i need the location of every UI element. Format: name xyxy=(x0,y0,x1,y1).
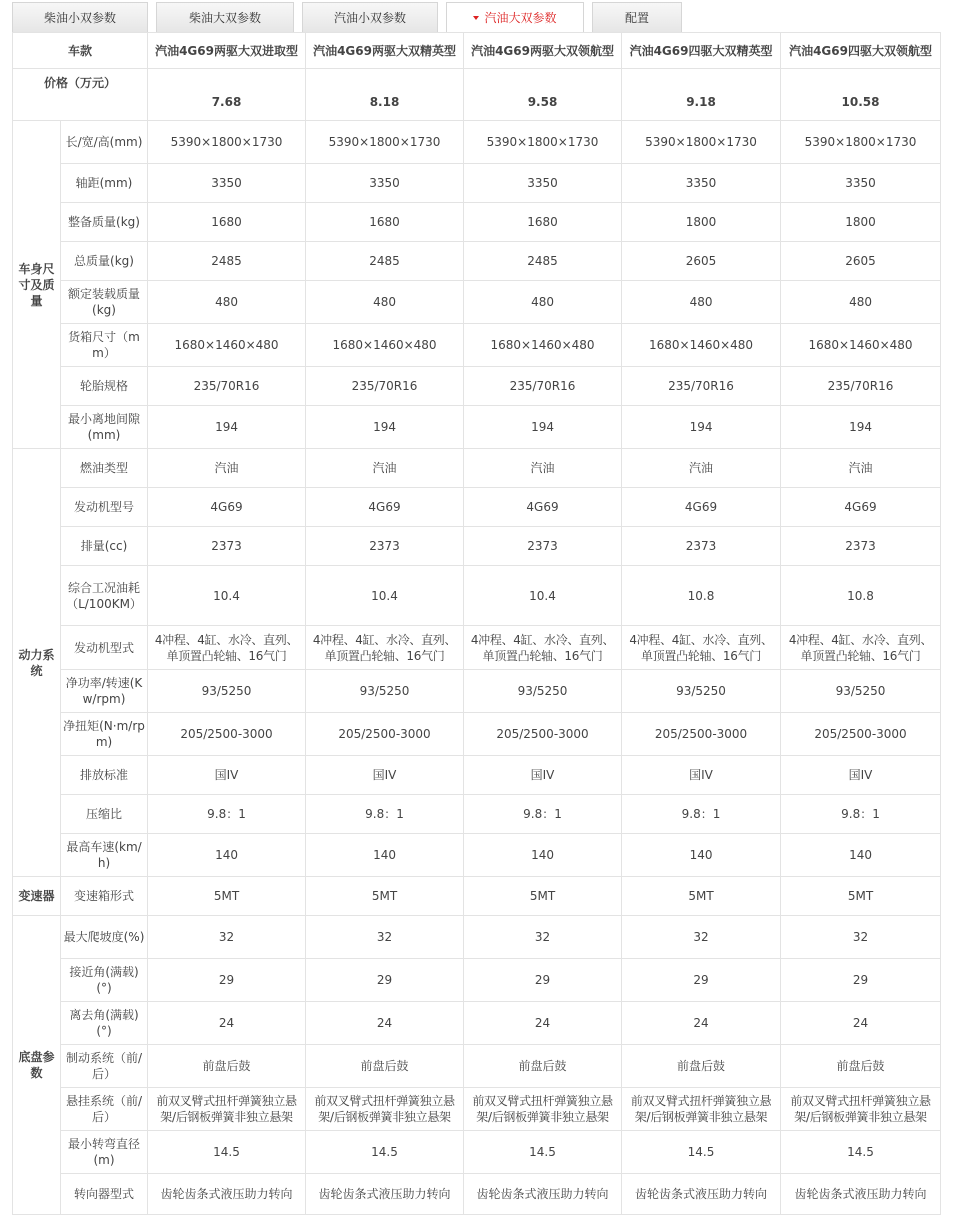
spec-value: 32 xyxy=(148,916,306,959)
spec-label: 总质量(kg) xyxy=(61,242,148,281)
spec-value: 24 xyxy=(464,1002,622,1045)
spec-value: 140 xyxy=(622,834,781,877)
spec-table xyxy=(12,32,941,1215)
spec-value: 5MT xyxy=(622,877,781,916)
tab-diesel-large-cab[interactable] xyxy=(156,2,294,32)
spec-label: 货箱尺寸（mm） xyxy=(61,324,148,367)
price-label: 价格（万元） xyxy=(13,69,148,121)
spec-value: 10.4 xyxy=(148,566,306,626)
spec-value: 前盘后鼓 xyxy=(622,1045,781,1088)
spec-value: 93/5250 xyxy=(148,670,306,713)
spec-value: 5MT xyxy=(464,877,622,916)
spec-label: 最小离地间隙(mm) xyxy=(61,406,148,449)
spec-value: 1800 xyxy=(781,203,941,242)
spec-value: 10.4 xyxy=(306,566,464,626)
spec-row xyxy=(13,527,941,566)
spec-value: 2485 xyxy=(148,242,306,281)
spec-value: 汽油 xyxy=(148,449,306,488)
spec-row xyxy=(13,713,941,756)
spec-row xyxy=(13,877,941,916)
spec-label: 离去角(满载)(°) xyxy=(61,1002,148,1045)
spec-row xyxy=(13,449,941,488)
price-value: 9.58 xyxy=(464,69,622,121)
category-label: 动力系统 xyxy=(13,449,61,877)
spec-row xyxy=(13,916,941,959)
model-header-label: 车款 xyxy=(13,33,148,69)
spec-label: 额定装载质量(kg) xyxy=(61,281,148,324)
spec-value: 国IV xyxy=(464,756,622,795)
spec-value: 205/2500-3000 xyxy=(306,713,464,756)
spec-label: 转向器型式 xyxy=(61,1174,148,1215)
spec-value: 5MT xyxy=(306,877,464,916)
model-name: 汽油4G69两驱大双领航型 xyxy=(464,33,622,69)
spec-value: 29 xyxy=(622,959,781,1002)
spec-value: 14.5 xyxy=(622,1131,781,1174)
tab-label: 汽油大双参数 xyxy=(484,11,557,25)
spec-value: 国IV xyxy=(622,756,781,795)
spec-value: 汽油 xyxy=(306,449,464,488)
spec-value: 14.5 xyxy=(148,1131,306,1174)
price-value: 10.58 xyxy=(781,69,941,121)
spec-value: 前双叉臂式扭杆弹簧独立悬架/后钢板弹簧非独立悬架 xyxy=(622,1088,781,1131)
spec-value: 205/2500-3000 xyxy=(464,713,622,756)
tab-gasoline-large-cab[interactable] xyxy=(446,2,584,33)
spec-row xyxy=(13,566,941,626)
tab-label: 配置 xyxy=(624,11,649,25)
spec-value: 205/2500-3000 xyxy=(622,713,781,756)
spec-value: 前双叉臂式扭杆弹簧独立悬架/后钢板弹簧非独立悬架 xyxy=(464,1088,622,1131)
tab-bar xyxy=(12,0,942,32)
spec-value: 5390×1800×1730 xyxy=(781,121,941,164)
spec-label: 最大爬坡度(%) xyxy=(61,916,148,959)
tab-label: 柴油大双参数 xyxy=(188,11,261,25)
spec-value: 2485 xyxy=(464,242,622,281)
spec-value: 480 xyxy=(622,281,781,324)
spec-value: 4冲程、4缸、水冷、直列、单顶置凸轮轴、16气门 xyxy=(781,626,941,670)
spec-value: 4冲程、4缸、水冷、直列、单顶置凸轮轴、16气门 xyxy=(148,626,306,670)
spec-value: 194 xyxy=(622,406,781,449)
spec-value: 140 xyxy=(306,834,464,877)
spec-label: 排量(cc) xyxy=(61,527,148,566)
model-name: 汽油4G69两驱大双进取型 xyxy=(148,33,306,69)
spec-value: 4冲程、4缸、水冷、直列、单顶置凸轮轴、16气门 xyxy=(622,626,781,670)
spec-value: 140 xyxy=(148,834,306,877)
spec-value: 4G69 xyxy=(781,488,941,527)
spec-label: 轴距(mm) xyxy=(61,164,148,203)
spec-row xyxy=(13,324,941,367)
spec-row xyxy=(13,488,941,527)
spec-row xyxy=(13,626,941,670)
spec-label: 接近角(满载)(°) xyxy=(61,959,148,1002)
spec-value: 5390×1800×1730 xyxy=(148,121,306,164)
spec-label: 综合工况油耗（L/100KM） xyxy=(61,566,148,626)
category-label: 变速器 xyxy=(13,877,61,916)
spec-value: 24 xyxy=(306,1002,464,1045)
spec-value: 5MT xyxy=(148,877,306,916)
spec-value: 前双叉臂式扭杆弹簧独立悬架/后钢板弹簧非独立悬架 xyxy=(148,1088,306,1131)
spec-value: 2373 xyxy=(781,527,941,566)
spec-value: 9.8：1 xyxy=(306,795,464,834)
spec-row xyxy=(13,1174,941,1215)
spec-value: 9.8：1 xyxy=(464,795,622,834)
spec-value: 1800 xyxy=(622,203,781,242)
spec-value: 205/2500-3000 xyxy=(148,713,306,756)
spec-value: 前盘后鼓 xyxy=(464,1045,622,1088)
spec-label: 整备质量(kg) xyxy=(61,203,148,242)
spec-label: 最高车速(km/h) xyxy=(61,834,148,877)
spec-row xyxy=(13,795,941,834)
spec-value: 齿轮齿条式液压助力转向 xyxy=(464,1174,622,1215)
spec-value: 汽油 xyxy=(464,449,622,488)
spec-value: 93/5250 xyxy=(781,670,941,713)
spec-row xyxy=(13,281,941,324)
spec-value: 汽油 xyxy=(622,449,781,488)
spec-value: 235/70R16 xyxy=(148,367,306,406)
spec-value: 480 xyxy=(781,281,941,324)
spec-value: 2373 xyxy=(306,527,464,566)
spec-value: 10.8 xyxy=(781,566,941,626)
spec-value: 汽油 xyxy=(781,449,941,488)
spec-value: 29 xyxy=(306,959,464,1002)
spec-row xyxy=(13,164,941,203)
spec-value: 14.5 xyxy=(306,1131,464,1174)
spec-row xyxy=(13,1002,941,1045)
spec-value: 1680×1460×480 xyxy=(781,324,941,367)
spec-value: 140 xyxy=(464,834,622,877)
spec-value: 2373 xyxy=(622,527,781,566)
spec-value: 4G69 xyxy=(622,488,781,527)
spec-value: 29 xyxy=(781,959,941,1002)
spec-value: 194 xyxy=(306,406,464,449)
tab-gasoline-small-cab[interactable] xyxy=(302,2,438,32)
spec-value: 前盘后鼓 xyxy=(781,1045,941,1088)
spec-label: 长/宽/高(mm) xyxy=(61,121,148,164)
spec-value: 24 xyxy=(781,1002,941,1045)
spec-label: 变速箱形式 xyxy=(61,877,148,916)
spec-value: 国IV xyxy=(781,756,941,795)
spec-value: 235/70R16 xyxy=(781,367,941,406)
spec-value: 前盘后鼓 xyxy=(306,1045,464,1088)
spec-value: 1680 xyxy=(148,203,306,242)
spec-value: 2485 xyxy=(306,242,464,281)
category-label: 车身尺寸及质量 xyxy=(13,121,61,449)
spec-value: 1680×1460×480 xyxy=(148,324,306,367)
spec-value: 国IV xyxy=(306,756,464,795)
model-name: 汽油4G69四驱大双领航型 xyxy=(781,33,941,69)
spec-value: 1680×1460×480 xyxy=(622,324,781,367)
model-name: 汽油4G69四驱大双精英型 xyxy=(622,33,781,69)
spec-value: 2373 xyxy=(464,527,622,566)
spec-value: 32 xyxy=(464,916,622,959)
spec-value: 140 xyxy=(781,834,941,877)
spec-label: 发动机型式 xyxy=(61,626,148,670)
spec-value: 2605 xyxy=(781,242,941,281)
spec-row xyxy=(13,203,941,242)
spec-value: 5390×1800×1730 xyxy=(622,121,781,164)
spec-label: 净扭矩(N·m/rpm) xyxy=(61,713,148,756)
tab-label: 汽油小双参数 xyxy=(333,11,406,25)
spec-value: 14.5 xyxy=(781,1131,941,1174)
spec-value: 齿轮齿条式液压助力转向 xyxy=(306,1174,464,1215)
spec-value: 前盘后鼓 xyxy=(148,1045,306,1088)
spec-value: 9.8：1 xyxy=(622,795,781,834)
spec-value: 4冲程、4缸、水冷、直列、单顶置凸轮轴、16气门 xyxy=(464,626,622,670)
spec-row xyxy=(13,406,941,449)
spec-label: 制动系统（前/后） xyxy=(61,1045,148,1088)
price-value: 9.18 xyxy=(622,69,781,121)
spec-value: 29 xyxy=(148,959,306,1002)
spec-value: 194 xyxy=(464,406,622,449)
spec-row xyxy=(13,959,941,1002)
spec-value: 32 xyxy=(306,916,464,959)
spec-value: 235/70R16 xyxy=(306,367,464,406)
tab-diesel-small-cab[interactable] xyxy=(12,2,148,32)
spec-value: 1680 xyxy=(306,203,464,242)
spec-label: 发动机型号 xyxy=(61,488,148,527)
spec-value: 93/5250 xyxy=(306,670,464,713)
price-value: 8.18 xyxy=(306,69,464,121)
model-name: 汽油4G69两驱大双精英型 xyxy=(306,33,464,69)
price-value: 7.68 xyxy=(148,69,306,121)
spec-value: 4G69 xyxy=(306,488,464,527)
spec-value: 9.8：1 xyxy=(781,795,941,834)
spec-value: 5MT xyxy=(781,877,941,916)
spec-value: 24 xyxy=(148,1002,306,1045)
spec-value: 10.8 xyxy=(622,566,781,626)
spec-label: 轮胎规格 xyxy=(61,367,148,406)
spec-value: 1680×1460×480 xyxy=(464,324,622,367)
spec-value: 3350 xyxy=(464,164,622,203)
spec-value: 32 xyxy=(781,916,941,959)
spec-value: 205/2500-3000 xyxy=(781,713,941,756)
spec-row xyxy=(13,242,941,281)
spec-value: 9.8：1 xyxy=(148,795,306,834)
spec-value: 235/70R16 xyxy=(464,367,622,406)
model-header-row xyxy=(13,33,941,69)
spec-value: 2605 xyxy=(622,242,781,281)
spec-value: 前双叉臂式扭杆弹簧独立悬架/后钢板弹簧非独立悬架 xyxy=(306,1088,464,1131)
spec-label: 燃油类型 xyxy=(61,449,148,488)
spec-value: 480 xyxy=(306,281,464,324)
spec-value: 1680×1460×480 xyxy=(306,324,464,367)
tab-configuration[interactable] xyxy=(592,2,682,32)
spec-value: 4冲程、4缸、水冷、直列、单顶置凸轮轴、16气门 xyxy=(306,626,464,670)
spec-value: 32 xyxy=(622,916,781,959)
caret-down-icon xyxy=(473,16,479,20)
spec-value: 14.5 xyxy=(464,1131,622,1174)
spec-value: 4G69 xyxy=(464,488,622,527)
spec-value: 24 xyxy=(622,1002,781,1045)
category-label: 底盘参数 xyxy=(13,916,61,1215)
spec-value: 齿轮齿条式液压助力转向 xyxy=(622,1174,781,1215)
spec-value: 齿轮齿条式液压助力转向 xyxy=(781,1174,941,1215)
spec-value: 10.4 xyxy=(464,566,622,626)
spec-value: 4G69 xyxy=(148,488,306,527)
spec-value: 480 xyxy=(148,281,306,324)
tab-label: 柴油小双参数 xyxy=(43,11,116,25)
spec-value: 3350 xyxy=(622,164,781,203)
spec-row xyxy=(13,834,941,877)
spec-value: 5390×1800×1730 xyxy=(464,121,622,164)
price-row xyxy=(13,69,941,121)
spec-row xyxy=(13,121,941,164)
spec-value: 3350 xyxy=(148,164,306,203)
spec-value: 194 xyxy=(781,406,941,449)
spec-value: 93/5250 xyxy=(622,670,781,713)
spec-value: 194 xyxy=(148,406,306,449)
spec-value: 3350 xyxy=(306,164,464,203)
spec-value: 国IV xyxy=(148,756,306,795)
spec-label: 悬挂系统（前/后） xyxy=(61,1088,148,1131)
spec-row xyxy=(13,670,941,713)
spec-label: 压缩比 xyxy=(61,795,148,834)
spec-value: 235/70R16 xyxy=(622,367,781,406)
spec-value: 93/5250 xyxy=(464,670,622,713)
spec-value: 3350 xyxy=(781,164,941,203)
spec-row xyxy=(13,1131,941,1174)
spec-value: 5390×1800×1730 xyxy=(306,121,464,164)
spec-row xyxy=(13,1045,941,1088)
spec-value: 29 xyxy=(464,959,622,1002)
spec-value: 1680 xyxy=(464,203,622,242)
spec-row xyxy=(13,1088,941,1131)
spec-label: 最小转弯直径(m) xyxy=(61,1131,148,1174)
spec-label: 排放标准 xyxy=(61,756,148,795)
spec-label: 净功率/转速(Kw/rpm) xyxy=(61,670,148,713)
spec-row xyxy=(13,367,941,406)
spec-value: 480 xyxy=(464,281,622,324)
spec-value: 2373 xyxy=(148,527,306,566)
spec-row xyxy=(13,756,941,795)
spec-value: 前双叉臂式扭杆弹簧独立悬架/后钢板弹簧非独立悬架 xyxy=(781,1088,941,1131)
spec-value: 齿轮齿条式液压助力转向 xyxy=(148,1174,306,1215)
